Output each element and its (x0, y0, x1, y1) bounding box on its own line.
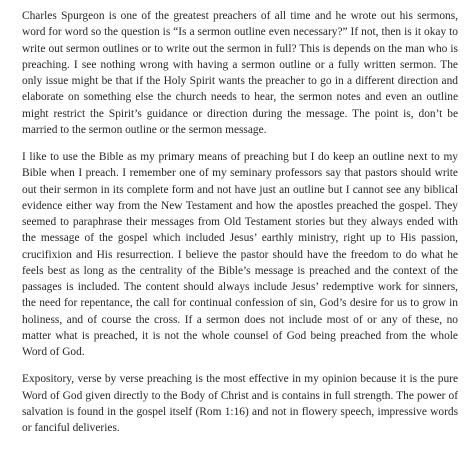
paragraph-3: Expository, verse by verse preaching is the most effective in my opinion because it is the pure Word of God given directly to the Body of Christ and is contains in full strength. The power of salvation is found in the gospel itself (Rom 1:16) and not in flowery speech, impressive words or fanciful deliveries. (22, 373, 458, 434)
paragraph-1: Charles Spurgeon is one of the greatest preachers of all time and he wrote out his sermons, word for word so the question is “Is a sermon outline even necessary?” If not, then is it okay to write out sermon outlines or to write out the sermon in full? This is depends on the man who is preaching. I see nothing wrong with having a sermon outline or a fully written sermon. The only issue might be that if the Holy Spirit wants the preacher to go in a different direction and elaborate on something else the church needs to hear, the sermon notes and even an outline might restrict the Spirit’s guidance or direction during the message. The point is, don’t be married to the sermon outline or the sermon message. (22, 10, 458, 136)
document-body (22, 8, 458, 447)
paragraph-2: I like to use the Bible as my primary means of preaching but I do keep an outline next to my Bible when I preach. I remember one of my seminary professors say that pastors should write out their sermon in its complete form and not have just an outline but I cannot see any biblical evidence either way from the New Testament and how the apostles preached the gospel. They seemed to paraphrase their messages from Old Testament stories but they always ended with the message of the gospel which included Jesus’ earthly ministry, right up to His passion, crucifixion and His resurrection. I believe the pastor should have the freedom to do what he feels best as long as the centrality of the Bible’s message is preached and the context of the passages is included. The content should always include Jesus’ redemptive work for sinners, the need for repentance, the call for continual confession of sin, God’s desire for us to grow in holiness, and of course the cross. If a sermon does not include most of or any of these, no matter what is preached, it is not the whole counsel of God being preached from the whole Word of God. (22, 151, 458, 358)
